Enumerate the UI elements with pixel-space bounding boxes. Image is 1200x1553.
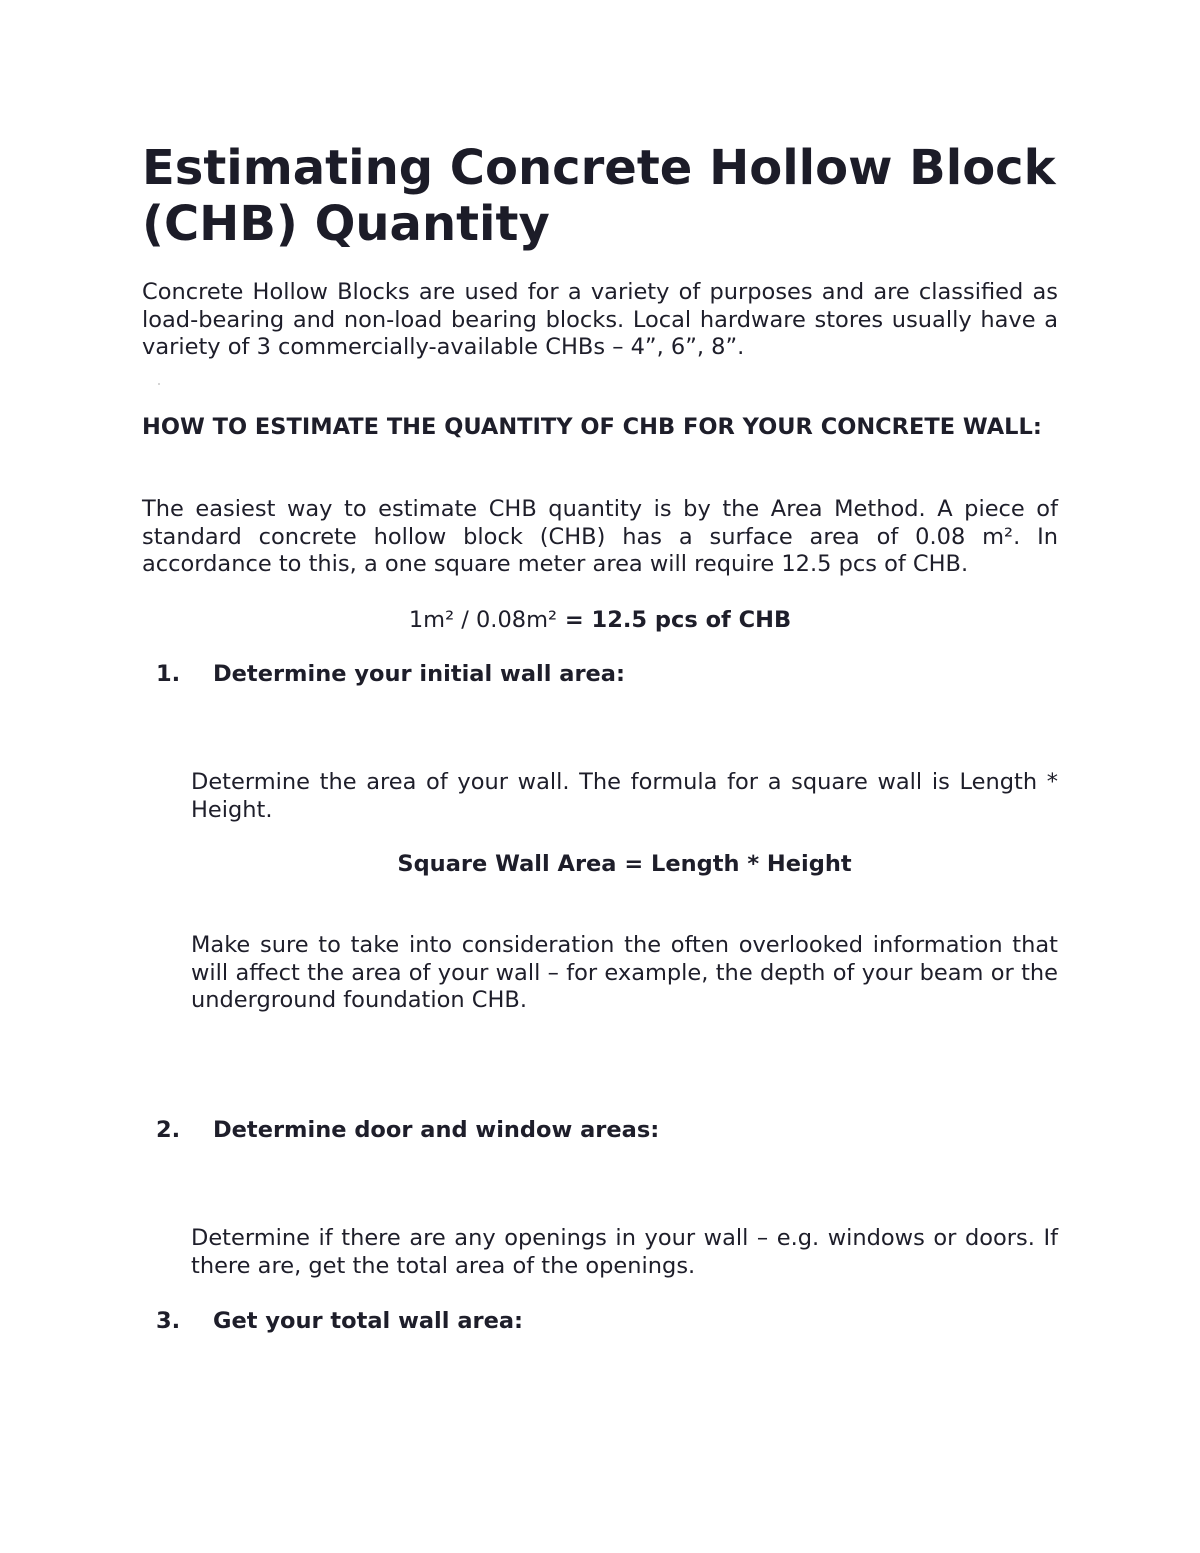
area-method-paragraph: The easiest way to estimate CHB quantity is by the Area Method. A piece of standard concrete hollow block (CHB) has a surface area of 0.08 m². In accordance to this, a one square meter area will require 12.5 pcs of CHB. bbox=[142, 496, 1058, 577]
step-title: Get your total wall area: bbox=[213, 1308, 524, 1334]
intro-paragraph: Concrete Hollow Blocks are used for a variety of purposes and are classified as load-bearing and non-load bearing blocks. Local hardware stores usually have a variety of 3 commercially-available CHBs – 4”, 6”, 8”. bbox=[142, 279, 1058, 360]
step-2-body: Determine if there are any openings in your wall – e.g. windows or doors. If there are, get the total area of the openings. bbox=[191, 1225, 1058, 1279]
chb-formula-result: = 12.5 pcs of CHB bbox=[557, 607, 792, 633]
step-title: Determine door and window areas: bbox=[213, 1117, 660, 1143]
step-2-heading bbox=[156, 1116, 1056, 1144]
chb-formula-expression: 1m² / 0.08m² bbox=[408, 607, 558, 633]
step-1-body: Determine the area of your wall. The formula for a square wall is Length * Height. bbox=[191, 769, 1058, 823]
stray-mark bbox=[158, 383, 160, 385]
step-1-note: Make sure to take into consideration the often overlooked information that will affect the area of your wall – for example, the depth of your beam or the underground foundation CHB. bbox=[191, 932, 1058, 1013]
step-number: 3. bbox=[156, 1308, 181, 1334]
step-number: 2. bbox=[156, 1117, 181, 1143]
step-number: 1. bbox=[156, 661, 181, 687]
chb-formula bbox=[142, 606, 1058, 634]
step-title: Determine your initial wall area: bbox=[213, 661, 625, 687]
step-1-heading bbox=[156, 660, 1056, 688]
document-title: Estimating Concrete Hollow Block (CHB) Quantity bbox=[142, 140, 1056, 252]
wall-area-formula: Square Wall Area = Length * Height bbox=[397, 851, 852, 877]
section-heading: HOW TO ESTIMATE THE QUANTITY OF CHB FOR YOUR CONCRETE WALL: bbox=[142, 414, 1042, 440]
step-3-heading bbox=[156, 1307, 1056, 1335]
